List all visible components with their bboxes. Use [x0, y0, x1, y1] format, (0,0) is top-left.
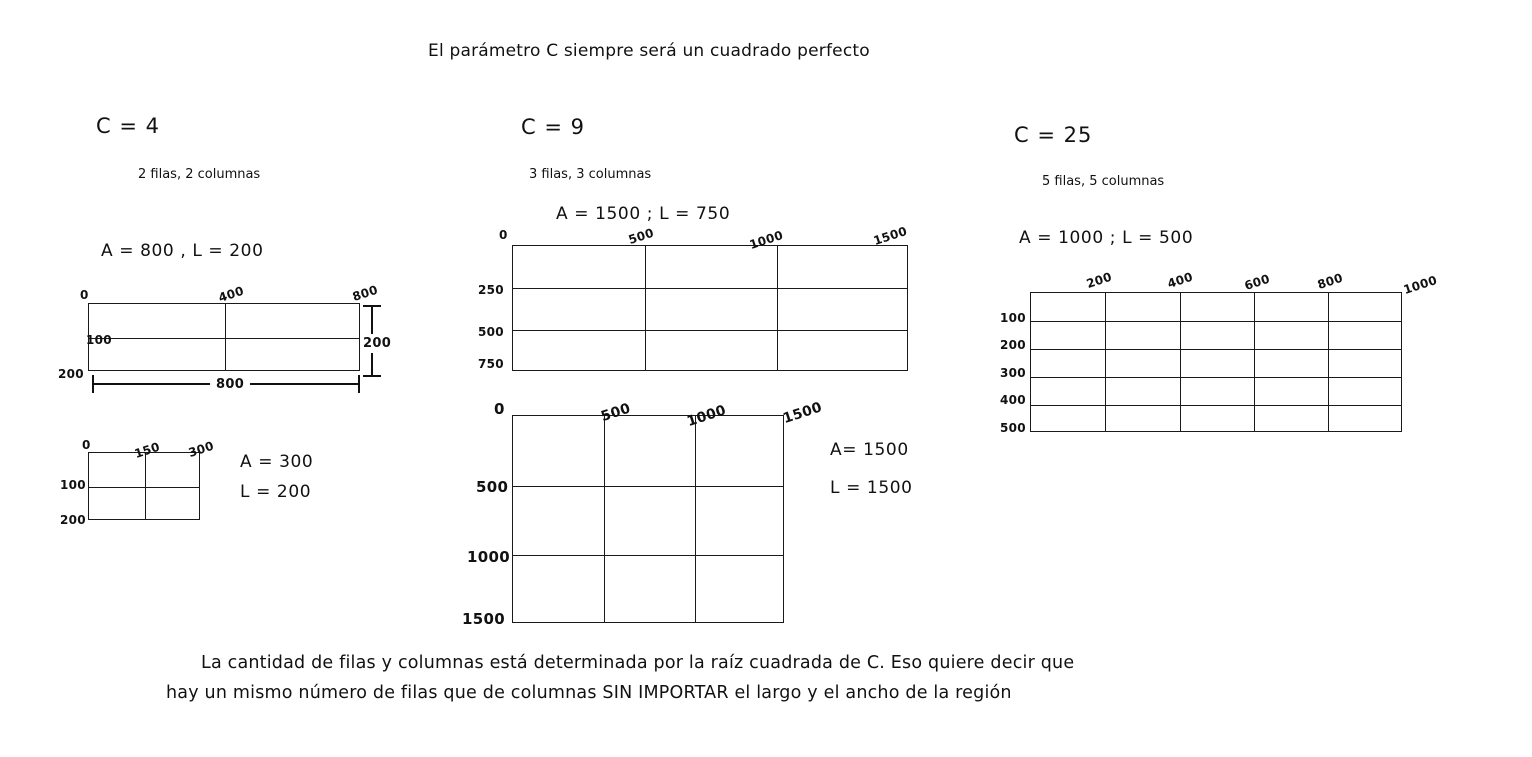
section-sub-c25: 5 filas, 5 columnas [1042, 174, 1165, 189]
x-tick-label: 400 [1165, 269, 1195, 291]
x-tick-label: 800 [1315, 270, 1345, 292]
dimension-width-label: 800 [210, 377, 250, 392]
x-tick-label: 800 [350, 282, 380, 304]
figure-caption-c4-2-line1: A = 300 [240, 452, 314, 472]
y-tick-label: 100 [86, 333, 112, 347]
x-tick-label: 300 [186, 438, 216, 460]
x-tick-label: 0 [499, 228, 508, 242]
footer-line-1: La cantidad de filas y columnas está determinada por la raíz cuadrada de C. Eso quiere decir que [201, 653, 1075, 673]
y-tick-label: 500 [1000, 421, 1026, 435]
y-tick-label: 300 [1000, 366, 1026, 380]
y-tick-label: 200 [58, 367, 84, 381]
grid-c25-figure-1 [1030, 292, 1402, 432]
y-tick-label: 100 [1000, 311, 1026, 325]
grid-line-vertical [225, 304, 226, 370]
dimension-height-label: 200 [363, 336, 392, 351]
x-tick-label: 1500 [871, 223, 909, 248]
x-tick-label: 1000 [685, 402, 729, 430]
grid-line-horizontal [513, 555, 783, 556]
y-tick-label: 500 [478, 325, 504, 339]
x-tick-label: 400 [216, 283, 246, 305]
grid-line-horizontal [513, 486, 783, 487]
section-heading-c25: C = 25 [1014, 123, 1093, 147]
grid-line-horizontal [1031, 349, 1401, 350]
x-tick-label: 1000 [1401, 272, 1439, 297]
page-title: El parámetro C siempre será un cuadrado perfecto [428, 41, 870, 61]
figure-caption-c25-1: A = 1000 ; L = 500 [1019, 228, 1194, 248]
grid-line-horizontal [1031, 377, 1401, 378]
dimension-tick-right [358, 375, 360, 393]
grid-line-horizontal [89, 487, 199, 488]
section-heading-c9: C = 9 [521, 115, 585, 139]
y-tick-label: 200 [1000, 338, 1026, 352]
grid-line-vertical [1105, 293, 1106, 431]
grid-line-vertical [145, 453, 146, 519]
y-tick-label: 1000 [467, 548, 510, 566]
y-tick-label: 200 [60, 513, 86, 527]
y-tick-label: 400 [1000, 393, 1026, 407]
figure-caption-c9-2-line1: A= 1500 [830, 440, 909, 460]
x-tick-label: 200 [1084, 269, 1114, 291]
grid-line-vertical [1328, 293, 1329, 431]
grid-line-vertical [695, 416, 696, 622]
grid-line-horizontal [1031, 405, 1401, 406]
y-tick-label: 100 [60, 478, 86, 492]
grid-line-horizontal [513, 288, 907, 289]
grid-line-horizontal [89, 338, 359, 339]
y-tick-label: 1500 [462, 610, 505, 628]
grid-line-horizontal [513, 330, 907, 331]
dimension-tick-bottom [363, 375, 381, 377]
x-tick-label: 500 [599, 400, 633, 425]
x-tick-label: 0 [82, 438, 91, 452]
dimension-tick-left [92, 375, 94, 393]
grid-c4-figure-2 [88, 452, 200, 520]
figure-caption-c9-2-line2: L = 1500 [830, 478, 913, 498]
section-sub-c9: 3 filas, 3 columnas [529, 167, 652, 182]
grid-line-vertical [1180, 293, 1181, 431]
dimension-tick-top [363, 305, 381, 307]
x-tick-label: 600 [1242, 271, 1272, 293]
figure-caption-c4-1: A = 800 , L = 200 [101, 241, 264, 261]
figure-caption-c4-2-line2: L = 200 [240, 482, 312, 502]
x-tick-label: 0 [494, 400, 505, 418]
x-tick-label: 500 [626, 225, 656, 247]
x-tick-label: 1500 [781, 399, 825, 427]
figure-caption-c9-1: A = 1500 ; L = 750 [556, 204, 731, 224]
y-tick-label: 250 [478, 283, 504, 297]
grid-line-horizontal [1031, 321, 1401, 322]
grid-line-vertical [777, 246, 778, 370]
grid-c9-figure-2 [512, 415, 784, 623]
grid-line-vertical [645, 246, 646, 370]
x-tick-label: 1000 [747, 227, 785, 252]
x-tick-label: 0 [80, 288, 89, 302]
grid-c9-figure-1 [512, 245, 908, 371]
grid-c4-figure-1 [88, 303, 360, 371]
x-tick-label: 150 [132, 439, 162, 461]
y-tick-label: 750 [478, 357, 504, 371]
footer-line-2: hay un mismo número de filas que de columnas SIN IMPORTAR el largo y el ancho de la región [166, 683, 1012, 703]
section-sub-c4: 2 filas, 2 columnas [138, 167, 261, 182]
grid-line-vertical [604, 416, 605, 622]
y-tick-label: 500 [476, 478, 509, 496]
section-heading-c4: C = 4 [96, 114, 160, 138]
grid-line-vertical [1254, 293, 1255, 431]
